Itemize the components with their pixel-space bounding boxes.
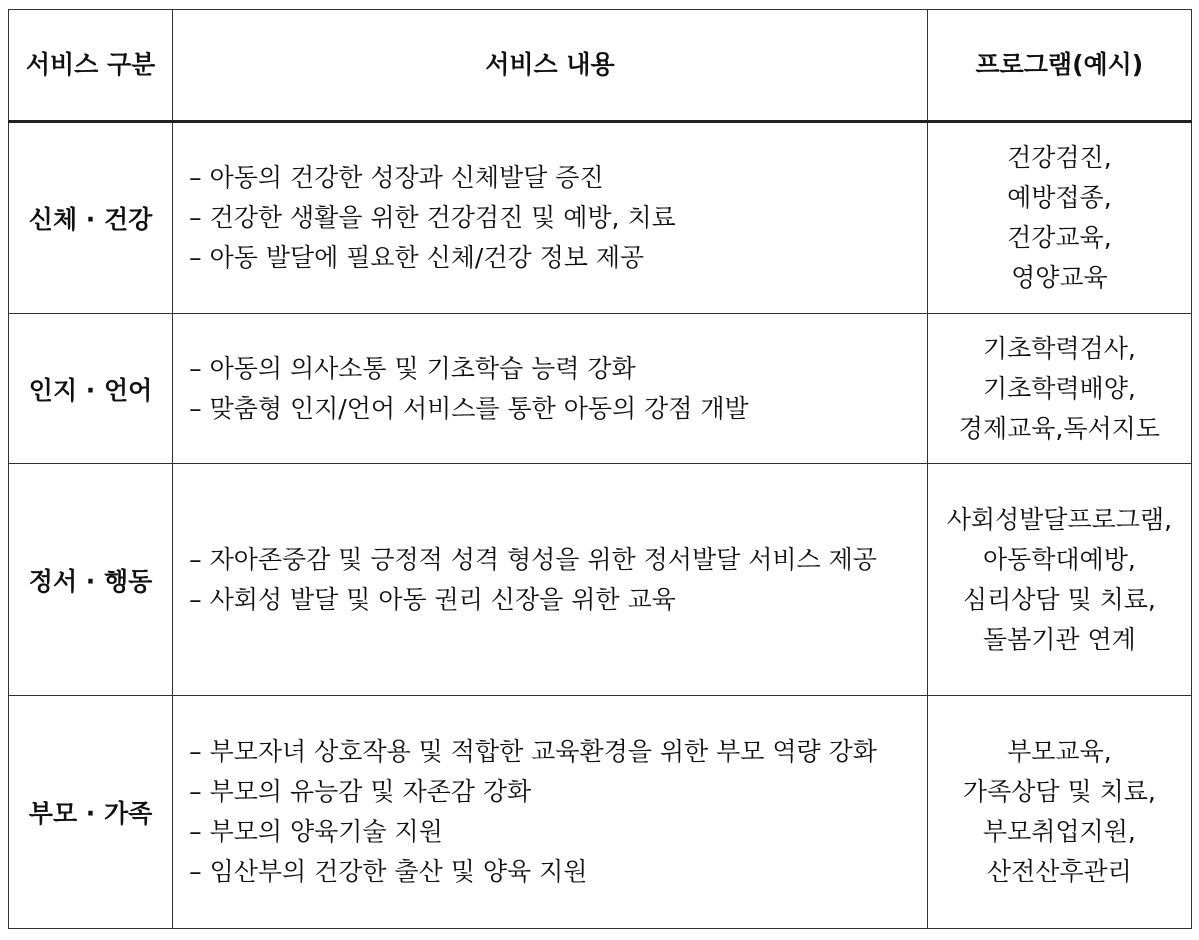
program-line: 아동학대예방, <box>982 544 1136 574</box>
content-line: – 부모의 양육기술 지원 <box>189 817 443 846</box>
row-program <box>927 122 1191 314</box>
program-line: 부모취업지원, <box>982 817 1136 846</box>
row-program <box>927 696 1191 929</box>
service-table <box>8 9 1192 929</box>
row-content <box>173 314 928 464</box>
row-category: 부모 · 가족 <box>9 696 173 929</box>
row-category: 정서 · 행동 <box>9 464 173 696</box>
header-program: 프로그램(예시) <box>927 10 1191 122</box>
program-line: 돌봄기관 연계 <box>982 624 1136 654</box>
row-category: 신체 · 건강 <box>9 122 173 314</box>
table-row <box>9 696 1192 929</box>
program-line: 기초학력검사, <box>982 333 1136 363</box>
row-program <box>927 314 1191 464</box>
table-row <box>9 314 1192 464</box>
row-content <box>173 696 928 929</box>
program-line: 건강교육, <box>1007 223 1112 252</box>
content-line: – 아동의 건강한 성장과 신체발달 증진 <box>189 163 604 192</box>
program-line: 부모교육, <box>1007 737 1112 766</box>
content-line: – 건강한 생활을 위한 건강검진 및 예방, 치료 <box>189 203 676 232</box>
program-line: 사회성발달프로그램, <box>946 504 1173 534</box>
content-line: – 사회성 발달 및 아동 권리 신장을 위한 교육 <box>189 584 676 614</box>
content-line: – 임산부의 건강한 출산 및 양육 지원 <box>189 857 588 886</box>
content-line: – 아동 발달에 필요한 신체/건강 정보 제공 <box>189 243 645 272</box>
header-row <box>9 10 1192 122</box>
content-line: – 아동의 의사소통 및 기초학습 능력 강화 <box>189 353 636 383</box>
program-line: 경제교육,독서지도 <box>958 413 1160 443</box>
row-category: 인지 · 언어 <box>9 314 173 464</box>
header-category: 서비스 구분 <box>9 10 173 122</box>
program-line: 심리상담 및 치료, <box>962 584 1156 614</box>
table-row <box>9 464 1192 696</box>
content-line: – 맞춤형 인지/언어 서비스를 통한 아동의 강점 개발 <box>189 393 749 423</box>
row-content <box>173 464 928 696</box>
program-line: 예방접종, <box>1007 183 1112 212</box>
program-line: 건강검진, <box>1007 143 1112 172</box>
program-line: 기초학력배양, <box>982 373 1136 403</box>
content-line: – 부모자녀 상호작용 및 적합한 교육환경을 위한 부모 역량 강화 <box>189 737 877 766</box>
program-line: 산전산후관리 <box>986 857 1132 886</box>
program-line: 영양교육 <box>1011 263 1108 292</box>
program-line: 가족상담 및 치료, <box>962 777 1156 806</box>
row-content <box>173 122 928 314</box>
header-content: 서비스 내용 <box>173 10 928 122</box>
content-line: – 부모의 유능감 및 자존감 강화 <box>189 777 532 806</box>
row-program <box>927 464 1191 696</box>
content-line: – 자아존중감 및 긍정적 성격 형성을 위한 정서발달 서비스 제공 <box>189 544 877 574</box>
table-row <box>9 122 1192 314</box>
